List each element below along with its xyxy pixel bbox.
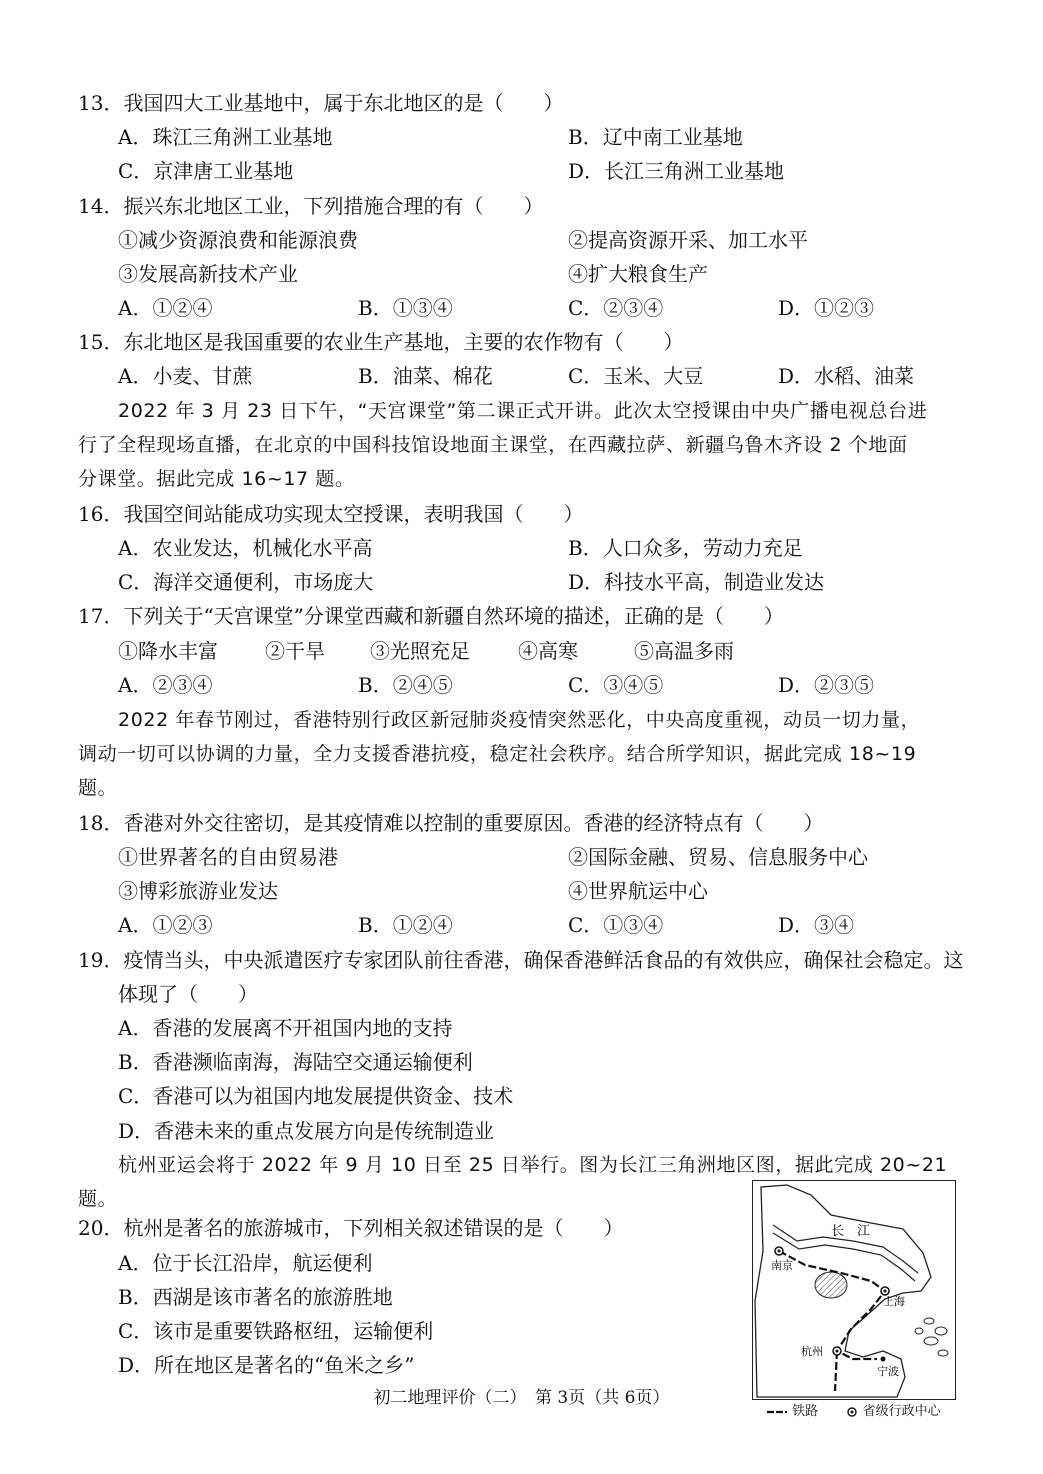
passage1-line-1: 2022 年 3 月 23 日下午，“天宫课堂”第二课正式开讲。此次太空授课由中央广播电视总台进 (118, 400, 928, 422)
q19-option-d: D．香港未来的重点发展方向是传统制造业 (118, 1119, 495, 1143)
q14-statement-3: ③发展高新技术产业 (118, 262, 298, 286)
q18-stem: 18．香港对外交往密切，是其疫情难以控制的重要原因。香港的经济特点有（ ） (78, 811, 824, 835)
hangzhou-label: 杭州 (801, 1345, 823, 1358)
q14-statement-1: ①减少资源浪费和能源浪费 (118, 228, 358, 252)
q14-option-c: C．②③④ (568, 296, 664, 320)
q15-option-c: C．玉米、大豆 (568, 364, 704, 388)
q18-option-c: C．①③④ (568, 913, 664, 937)
q20-option-b: B．西湖是该市著名的旅游胜地 (118, 1285, 393, 1309)
q16-option-d: D．科技水平高，制造业发达 (568, 570, 825, 594)
q19-stem-line-1: 19．疫情当头，中央派遣医疗专家团队前往香港，确保香港鲜活食品的有效供应，确保社会稳定。这 (78, 948, 964, 972)
q17-stem: 17．下列关于“天宫课堂”分课堂西藏和新疆自然环境的描述，正确的是（ ） (78, 604, 784, 628)
q15-option-d: D．水稻、油菜 (778, 364, 915, 388)
q14-stem: 14．振兴东北地区工业，下列措施合理的有（ ） (78, 194, 544, 218)
passage2-line-1: 2022 年春节刚过，香港特别行政区新冠肺炎疫情突然恶化，中央高度重视，动员一切力量， (118, 709, 921, 731)
river-label: 长 江 (831, 1224, 871, 1239)
q14-statement-2: ②提高资源开采、加工水平 (568, 228, 808, 252)
nanjing-label: 南京 (771, 1259, 793, 1272)
q16-option-c: C．海洋交通便利，市场庞大 (118, 570, 374, 594)
page-footer: 初二地理评价（二） 第 3页（共 6页） (373, 1388, 670, 1408)
q20-stem: 20．杭州是著名的旅游城市，下列相关叙述错误的是（ ） (78, 1216, 624, 1240)
passage2-line-2: 调动一切可以协调的力量，全力支援香港抗疫，稳定社会秩序。结合所学知识，据此完成 18~19 (78, 743, 917, 765)
q13-option-c: C．京津唐工业基地 (118, 159, 294, 183)
q19-option-b: B．香港濒临南海，海陆空交通运输便利 (118, 1050, 473, 1074)
q13-option-d: D．长江三角洲工业基地 (568, 159, 785, 183)
q17-statement-3: ③光照充足 (370, 639, 470, 663)
q17-statement-5: ⑤高温多雨 (634, 639, 734, 663)
q14-option-a: A．①②④ (118, 296, 213, 320)
q15-option-a: A．小麦、甘蔗 (118, 364, 253, 388)
q14-option-b: B．①③④ (358, 296, 453, 320)
q13-option-a: A．珠江三角洲工业基地 (118, 125, 333, 149)
passage3-line-1: 杭州亚运会将于 2022 年 9 月 10 日至 25 日举行。图为长江三角洲地区图，据此完成 20~21 (118, 1154, 948, 1176)
q19-stem-line-2: 体现了（ ） (118, 982, 258, 1006)
q17-statement-4: ④高寒 (518, 639, 578, 663)
q16-stem: 16．我国空间站能成功实现太空授课，表明我国（ ） (78, 502, 584, 526)
q17-option-b: B．②④⑤ (358, 673, 453, 697)
q18-statement-3: ③博彩旅游业发达 (118, 879, 278, 903)
ningbo-label: 宁波 (877, 1365, 899, 1378)
q20-option-a: A．位于长江沿岸，航运便利 (118, 1251, 373, 1275)
q17-option-c: C．③④⑤ (568, 673, 664, 697)
q17-statement-1: ①降水丰富 (118, 639, 218, 663)
q15-option-b: B．油菜、棉花 (358, 364, 493, 388)
q18-option-d: D．③④ (778, 913, 855, 937)
shanghai-label: 上海 (883, 1295, 905, 1308)
q14-statement-4: ④扩大粮食生产 (568, 262, 708, 286)
passage2-line-3: 题。 (78, 777, 118, 799)
q17-statement-2: ②干旱 (265, 639, 325, 663)
legend-capital-label: 省级行政中心 (862, 1404, 941, 1419)
q18-statement-4: ④世界航运中心 (568, 879, 708, 903)
passage3-line-2: 题。 (78, 1188, 118, 1210)
q19-option-a: A．香港的发展离不开祖国内地的支持 (118, 1016, 453, 1040)
q17-option-d: D．②③⑤ (778, 673, 875, 697)
q13-option-b: B．辽中南工业基地 (568, 125, 743, 149)
q16-option-a: A．农业发达，机械化水平高 (118, 536, 373, 560)
map-graphic (753, 1181, 955, 1399)
passage1-line-3: 分课堂。据此完成 16~17 题。 (78, 468, 355, 490)
legend-railway-label: 铁路 (792, 1404, 819, 1419)
q20-option-d: D．所在地区是著名的“鱼米之乡” (118, 1353, 415, 1377)
q15-stem: 15．东北地区是我国重要的农业生产基地，主要的农作物有（ ） (78, 330, 684, 354)
q16-option-b: B．人口众多，劳动力充足 (568, 536, 803, 560)
ningbo-marker (881, 1357, 886, 1362)
q14-option-d: D．①②③ (778, 296, 875, 320)
passage1-line-2: 行了全程现场直播，在北京的中国科技馆设地面主课堂，在西藏拉萨、新疆乌鲁木齐设 2 个地面 (78, 434, 908, 456)
yangtze-delta-map (752, 1180, 956, 1400)
q18-statement-2: ②国际金融、贸易、信息服务中心 (568, 845, 868, 869)
q17-option-a: A．②③④ (118, 673, 213, 697)
q19-option-c: C．香港可以为祖国内地发展提供资金、技术 (118, 1084, 514, 1108)
q18-option-b: B．①②④ (358, 913, 453, 937)
q18-option-a: A．①②③ (118, 913, 213, 937)
q20-option-c: C．该市是重要铁路枢纽，运输便利 (118, 1319, 434, 1343)
taihu-lake (815, 1272, 847, 1298)
q18-statement-1: ①世界著名的自由贸易港 (118, 845, 338, 869)
q13-stem: 13．我国四大工业基地中，属于东北地区的是（ ） (78, 91, 564, 115)
